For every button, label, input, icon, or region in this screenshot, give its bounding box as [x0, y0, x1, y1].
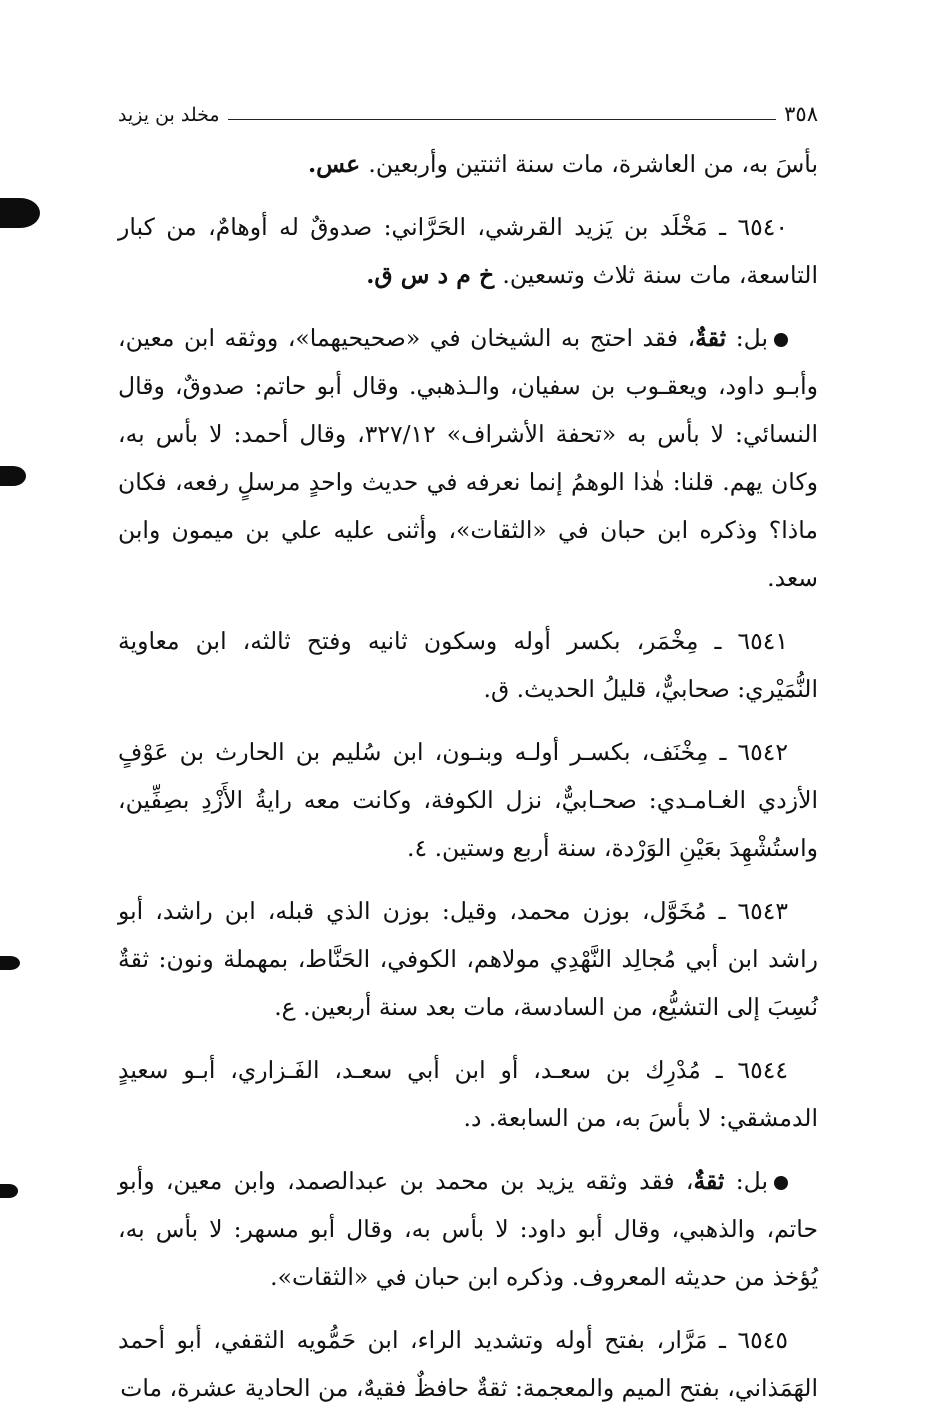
entry-6544 — [118, 1046, 818, 1142]
note-prefix: بل: — [724, 1167, 768, 1195]
entry-text: ٦٥٤٠ ـ مَخْلَد بن يَزيد القرشي، الحَرَّاني: صدوقٌ له أوهامٌ، من كبار التاسعة، مات سنة ثلاث وتسعين. — [118, 213, 818, 289]
entry-text: ٦٥٤٣ ـ مُخَوَّل، بوزن محمد، وقيل: بوزن الذي قبله، ابن راشد، أبو راشد ابن أبي مُجالِد النَّهْدِي مولاهم، الكوفي، الحَنَّاط، بمهملة ونون: ثقةٌ نُسِبَ إلى التشيُّع، من السادسة، مات بعد سنة أربعين. ع. — [118, 897, 818, 1021]
entry-6540 — [118, 203, 818, 299]
bullet-circle-icon — [774, 333, 788, 347]
entry-text: ٦٥٤١ ـ مِخْمَر، بكسر أوله وسكون ثانيه وفتح ثالثه، ابن معاوية النُّمَيْري: صحابيٌّ، قليلُ الحديث. ق. — [118, 627, 818, 703]
entry-text: ٦٥٤٤ ـ مُدْرِك بن سعـد، أو ابن أبي سعـد، الفَـزاري، أبـو سعيدٍ الدمشقي: لا بأسَ به، من السابعة. د. — [118, 1056, 818, 1132]
entry-text: ٦٥٤٥ ـ مَرَّار، بفتح أوله وتشديد الراء، ابن حَمُّويه الثقفي، أبو أحمد الهَمَذاني، بفتح الميم والمعجمة: ثقةٌ حافظٌ فقيهٌ، من الحادية عشرة، مات — [118, 1326, 818, 1402]
entry-6543 — [118, 887, 818, 1031]
note-text: ، فقد احتج به الشيخان في «صحيحيهما»، ووثقه ابن معين، وأبـو داود، ويعقـوب بن سفيان، والـذهبي. وقال أبو حاتم: صدوقٌ، وقال النسائي: لا بأس به «تحفة الأشراف» ٣٢٧/١٢، وقال أحمد: لا بأس به، وكان يهم. قلنا: هٰذا الوهمُ إنما نعرفه في حديث واحدٍ مرسلٍ رفعه، فكان ماذا؟ وذكره ابن حبان في «الثقات»، وأثنى عليه علي بن ميمون وابن سعد. — [118, 324, 818, 592]
rijal-symbols: خ م د س ق. — [366, 261, 503, 289]
binding-mark — [0, 1184, 18, 1198]
binding-mark — [0, 198, 40, 228]
entry-6542 — [118, 728, 818, 872]
note-verdict: ثقةٌ — [695, 324, 727, 352]
bullet-circle-icon — [774, 1176, 788, 1190]
page-header — [118, 96, 818, 126]
paragraph-text: بأسَ به، من العاشرة، مات سنة اثنتين وأربعين. — [368, 150, 818, 178]
note-prefix: بل: — [726, 324, 768, 352]
entry-6545 — [118, 1316, 818, 1412]
page-number: ٣٥٨ — [784, 102, 818, 126]
editor-note-6540 — [118, 314, 818, 602]
paragraph-continuation — [118, 140, 818, 188]
entry-text: ٦٥٤٢ ـ مِخْنَف، بكسـر أولـه وبنـون، ابن سُليم بن الحارث بن عَوْفٍ الأزدي الغـامـدي: صحـابيٌّ، نزل الكوفة، وكانت معه رايةُ الأَزْدِ بصِفِّين، واستُشْهِدَ بعَيْنِ الوَرْدة، سنة أربع وستين. ٤. — [118, 738, 818, 862]
note-verdict: ثقةٌ — [693, 1167, 725, 1195]
rijal-symbols: عس. — [307, 150, 369, 178]
binding-mark — [0, 956, 20, 970]
note-text: ، فقد وثقه يزيد بن محمد بن عبدالصمد، وابن معين، وأبو حاتم، والذهبي، وقال أبو داود: لا بأس به، وقال أبو مسهر: لا بأس به، يُؤخذ من حديثه المعروف. وذكره ابن حبان في «الثقات». — [118, 1167, 818, 1291]
binding-mark — [0, 466, 26, 486]
body-text — [118, 140, 818, 1427]
running-title: مخلد بن يزيد — [118, 104, 220, 126]
entry-6541 — [118, 617, 818, 713]
editor-note-6544 — [118, 1157, 818, 1301]
header-rule — [228, 119, 777, 120]
